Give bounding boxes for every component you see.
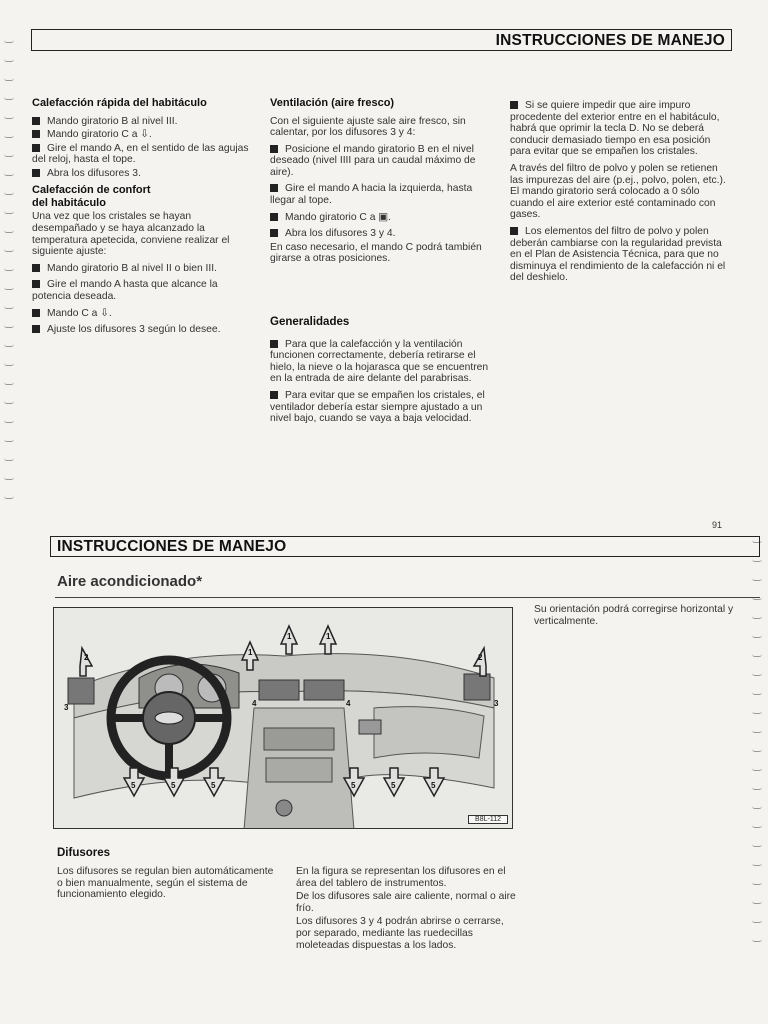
- side-note: Su orientación podrá corregirse horizontal y verticalmente.: [534, 604, 734, 627]
- callout-5: 5: [171, 781, 176, 790]
- list-item: Abra los difusores 3.: [32, 168, 254, 180]
- list-item: Los elementos del filtro de polvo y polen deberán cambiarse con la regularidad prevista en el Plan de Asistencia Técnica, para que no disminuya el rendimiento de la calefacción ni el del deshielo.: [510, 225, 726, 284]
- list-item: Abra los difusores 3 y 4.: [270, 228, 492, 240]
- callout-2: 2: [478, 653, 483, 662]
- bottom-header-box: [50, 536, 760, 557]
- callout-4: 4: [252, 699, 257, 708]
- callout-5: 5: [431, 781, 436, 790]
- callout-5: 5: [211, 781, 216, 790]
- page-number: 91: [712, 520, 723, 530]
- list-item: Mando giratorio C a ▣.: [270, 212, 492, 224]
- heading-quick-heating: Calefacción rápida del habitáculo: [32, 97, 207, 109]
- heading-ventilation: Ventilación (aire fresco): [270, 97, 395, 109]
- difusores-paragraph: Los difusores 3 y 4 podrán abrirse o cerrarse, por separado, mediante las ruedecillas moleteadas dispuestas a los lados.: [296, 916, 504, 951]
- filter-paragraph: A través del filtro de polvo y polen se retienen las impurezas del aire (p.ej., polvo, polen, etc.). El mando giratorio será colocado a 0 sólo cuando el aire exterior esté contaminado con gases.: [510, 162, 726, 221]
- dashboard-illustration: [54, 608, 513, 829]
- column-ventilation: [270, 97, 492, 427]
- difusores-text-left: Los difusores se regulan bien automáticamente o bien manualmente, según el sistema de funcionamiento elegido.: [57, 866, 274, 901]
- list-item: Mando C a ⇩.: [32, 308, 254, 320]
- list-item: Posicione el mando giratorio B en el nivel deseado (nivel IIII para un caudal máximo de aire).: [270, 143, 476, 178]
- list-item: Para evitar que se empañen los cristales, el ventilador debería estar siempre ajustado a un nivel bajo, cuando se vaya a baja velocidad.: [270, 390, 485, 425]
- callout-2: 2: [84, 653, 89, 662]
- difusores-paragraph: En la figura se representan los difusores en el área del tablero de instrumentos.: [296, 866, 506, 889]
- heading-comfort-heating: Calefacción de confort del habitáculo: [32, 184, 151, 209]
- list-item: Mando giratorio B al nivel II o bien III.: [32, 263, 254, 275]
- heading-difusores: Difusores: [57, 847, 111, 859]
- callout-1: 1: [287, 632, 292, 641]
- dashboard-figure: [53, 607, 513, 829]
- list-item: Mando giratorio C a ⇩.: [32, 129, 254, 141]
- list-item: Ajuste los difusores 3 según lo desee.: [32, 324, 254, 336]
- top-header-box: [31, 29, 732, 51]
- list-item: Mando giratorio B al nivel III.: [32, 116, 254, 128]
- list-item: Si se quiere impedir que aire impuro procedente del exterior entre en el habitáculo, habrá que oprimir la tecla D. No se deberá conducir demasiado tiempo en esa posición para evitar que se empañen los cristales.: [510, 100, 720, 158]
- column-filter: [510, 100, 732, 286]
- ventilation-intro: Con el siguiente ajuste sale aire fresco, sin calentar, por los difusores 3 y 4:: [270, 115, 466, 139]
- list-item: Gire el mando A hacia la izquierda, hasta llegar al tope.: [270, 183, 473, 207]
- difusores-paragraph: De los difusores sale aire caliente, normal o aire frío.: [296, 891, 516, 914]
- callout-5: 5: [131, 781, 136, 790]
- section-title: Aire acondicionado*: [57, 573, 203, 590]
- heading-general: Generalidades: [270, 316, 350, 329]
- bottom-header-title: INSTRUCCIONES DE MANEJO: [57, 538, 287, 555]
- section-divider: [55, 597, 760, 598]
- callout-3: 3: [64, 703, 69, 712]
- binder-holes-left: [4, 40, 18, 515]
- difusores-text-right: [296, 866, 520, 953]
- callout-3: 3: [494, 699, 499, 708]
- list-item: Gire el mando A, en el sentido de las agujas del reloj, hasta el tope.: [32, 142, 249, 166]
- callout-5: 5: [351, 781, 356, 790]
- callout-5: 5: [391, 781, 396, 790]
- top-header-title: INSTRUCCIONES DE MANEJO: [495, 32, 725, 49]
- comfort-intro: Una vez que los cristales se hayan desempañado y se haya alcanzado la temperatura apetecida, conviene realizar el siguiente ajuste:: [32, 211, 230, 258]
- binder-holes-right: [752, 540, 766, 958]
- figure-code: B8L-112: [468, 815, 508, 824]
- callout-1: 1: [248, 648, 253, 657]
- list-item: Gire el mando A hasta que alcance la potencia deseada.: [32, 279, 218, 303]
- column-heating: [32, 97, 254, 338]
- list-item: Para que la calefacción y la ventilación funcionen correctamente, debería retirarse el hielo, la nieve o la hojarasca que se encuentren en la entrada de aire delante del parabrisas.: [270, 338, 489, 385]
- callout-4: 4: [346, 699, 351, 708]
- ventilation-note: En caso necesario, el mando C podrá también girarse a otras posiciones.: [270, 241, 482, 265]
- callout-1: 1: [326, 632, 331, 641]
